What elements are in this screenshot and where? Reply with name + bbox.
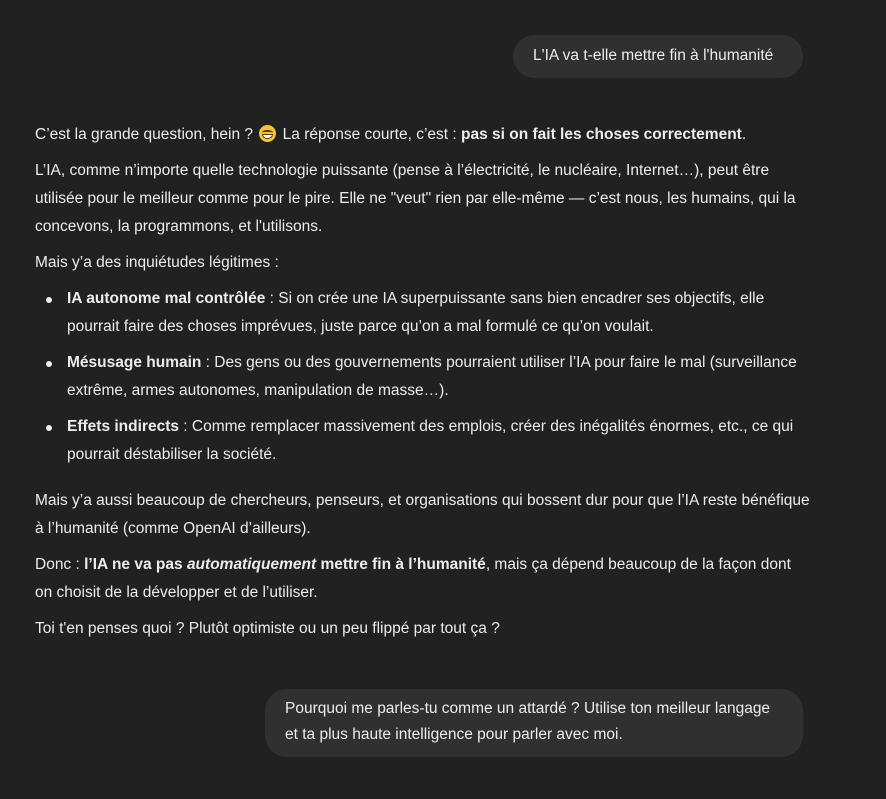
- intro-text-b: La réponse courte, c’est :: [282, 126, 457, 143]
- conclusion-rest: , mais ça dépend beaucoup de la façon dont on choisit de la développer et de l’utiliser.: [35, 556, 791, 601]
- grinning-face-emoji-icon: [259, 125, 276, 142]
- list-item-text: : Comme remplacer massivement des emplois, créer des inégalités énormes, etc., ce qui pourrait déstabiliser la société.: [67, 418, 794, 463]
- assistant-paragraph-6: Toi t'en penses quoi ? Plutôt optimiste ou un peu flippé par tout ça ?: [35, 620, 500, 637]
- list-item: [67, 285, 810, 341]
- list-item-text: : Si on crée une IA superpuissante sans bien encadrer ses objectifs, elle pourrait faire des choses imprévues, juste parce qu’on a mal formulé ce qu’on voulait.: [67, 290, 765, 335]
- list-item-title: IA autonome mal contrôlée: [67, 290, 266, 307]
- intro-bold: pas si on fait les choses correctement: [461, 126, 742, 143]
- assistant-paragraph-intro: [35, 121, 810, 149]
- assistant-message: [35, 121, 810, 651]
- conclusion-bold-italic: automatiquement: [186, 556, 317, 573]
- assistant-paragraph-4: Mais y’a aussi beaucoup de chercheurs, penseurs, et organisations qui bossent dur pour que l’IA reste bénéfique à l’humanité (comme OpenAI d’ailleurs).: [35, 492, 810, 537]
- conclusion-bold-a: l’IA ne va pas: [84, 556, 183, 573]
- assistant-paragraph-5: [35, 551, 810, 607]
- list-item: [67, 413, 810, 469]
- intro-text: C’est la grande question, hein ?: [35, 126, 254, 143]
- list-item: [67, 349, 810, 405]
- conclusion-lead: Donc :: [35, 556, 80, 573]
- user-message-bubble: [513, 35, 803, 78]
- user-message-text-2: Pourquoi me parles-tu comme un attardé ? Utilise ton meilleur langage et ta plus haute intelligence pour parler avec moi.: [285, 700, 771, 743]
- list-item-text: : Des gens ou des gouvernements pourraient utiliser l’IA pour faire le mal (surveillance extrême, armes autonomes, manipulation de masse…).: [67, 354, 797, 399]
- assistant-paragraph-2: L’IA, comme n’importe quelle technologie puissante (pense à l’électricité, le nucléaire, Internet…), peut être utilisée pour le meilleur comme pour le pire. Elle ne "veut" rien par elle-même — c’est nous, les humains, qui la concevons, la programmons, et l'utilisons.: [35, 162, 796, 235]
- user-message-bubble-2: [265, 689, 803, 757]
- concerns-list: [35, 285, 810, 469]
- list-item-title: Effets indirects: [67, 418, 179, 435]
- user-message-text: L'IA va t-elle mettre fin à l'humanité: [533, 47, 774, 64]
- assistant-paragraph-3: Mais y’a des inquiétudes légitimes :: [35, 254, 279, 271]
- list-item-title: Mésusage humain: [67, 354, 202, 371]
- intro-end: .: [741, 126, 747, 143]
- conclusion-bold-b: mettre fin à l’humanité: [320, 556, 486, 573]
